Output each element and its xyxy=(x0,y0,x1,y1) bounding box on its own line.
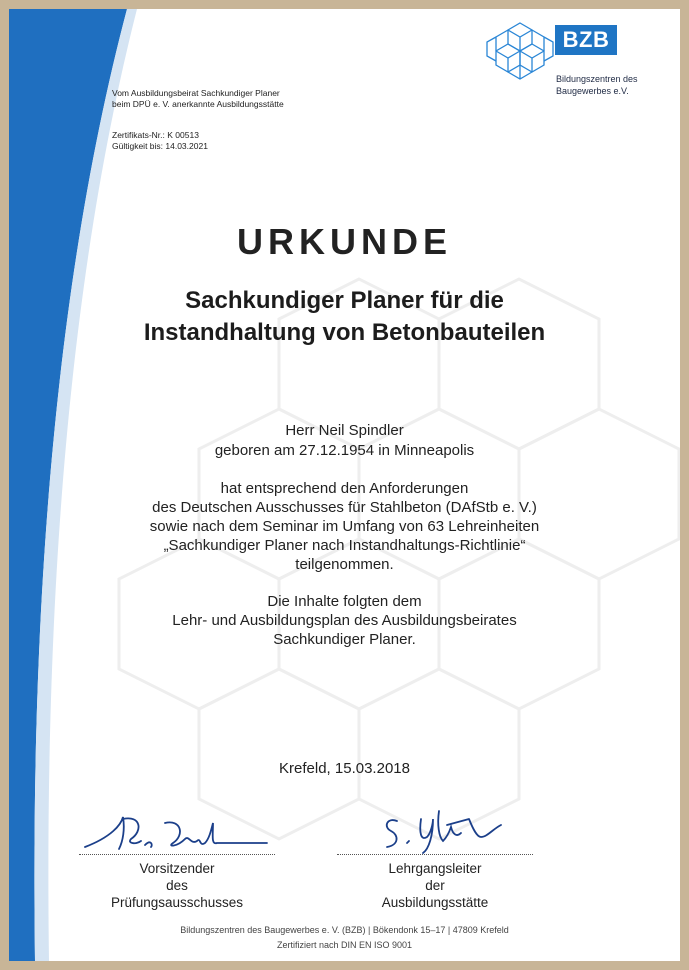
right-signature-label-line-1: Lehrgangsleiter xyxy=(388,861,482,876)
footer-address: Bildungszentren des Baugewerbes e. V. (BZB) | Bökendonk 15–17 | 47809 Krefeld xyxy=(180,925,509,935)
left-signature-label-line-2: des xyxy=(166,878,188,893)
recognition-line-1: Vom Ausbildungsbeirat Sachkundiger Planer xyxy=(112,88,280,98)
left-signature-label xyxy=(79,860,275,911)
left-signature-line xyxy=(79,854,275,855)
recognition-line-2: beim DPÜ e. V. anerkannte Ausbildungsstätte xyxy=(112,99,284,109)
certificate-subtitle-line-1: Sachkundiger Planer für die xyxy=(185,287,504,314)
bzb-organization-name xyxy=(556,73,638,97)
left-signature-label-line-1: Vorsitzender xyxy=(139,861,215,876)
content-line-3: Sachkundiger Planer. xyxy=(273,631,416,648)
certificate-number: Zertifikats-Nr.: K 00513 xyxy=(112,130,199,140)
recipient-birth: geboren am 27.12.1954 in Minneapolis xyxy=(214,442,475,459)
validity-date: Gültigkeit bis: 14.03.2021 xyxy=(112,141,208,151)
left-signature xyxy=(81,809,271,859)
footer-iso-certification: Zertifiziert nach DIN EN ISO 9001 xyxy=(276,940,413,950)
certificate-title: URKUNDE xyxy=(237,221,452,262)
body-line-2: des Deutschen Ausschusses für Stahlbeton (DAfStb e. V.) xyxy=(152,499,537,516)
left-signature-label-line-3: Prüfungsausschusses xyxy=(110,895,244,910)
body-line-1: hat entsprechend den Anforderungen xyxy=(220,480,469,497)
right-signature-label-line-2: der xyxy=(425,878,445,893)
certificate-paper xyxy=(9,9,680,961)
content-line-2: Lehr- und Ausbildungsplan des Ausbildungsbeirates xyxy=(172,612,517,629)
bzb-name-line-1: Bildungszentren des xyxy=(556,74,638,84)
body-line-3: sowie nach dem Seminar im Umfang von 63 Lehreinheiten xyxy=(149,518,540,535)
bzb-name-line-2: Baugewerbes e.V. xyxy=(556,86,629,96)
certificate-subtitle-line-2: Instandhaltung von Betonbauteilen xyxy=(143,319,546,346)
right-signature-label xyxy=(337,860,533,911)
recipient-name: Herr Neil Spindler xyxy=(285,422,404,439)
right-signature-line xyxy=(337,854,533,855)
body-line-5: teilgenommen. xyxy=(295,556,394,573)
content-line-1: Die Inhalte folgten dem xyxy=(267,593,422,610)
right-signature-label-line-3: Ausbildungsstätte xyxy=(381,895,489,910)
bzb-cube-logo-icon xyxy=(485,21,555,85)
body-line-4: „Sachkundiger Planer nach Instandhaltungs-Richtlinie“ xyxy=(163,537,526,554)
hexagon-watermark xyxy=(69,259,680,899)
place-and-date: Krefeld, 15.03.2018 xyxy=(279,760,410,777)
bzb-acronym-badge: BZB xyxy=(555,25,617,55)
right-signature xyxy=(377,807,527,857)
